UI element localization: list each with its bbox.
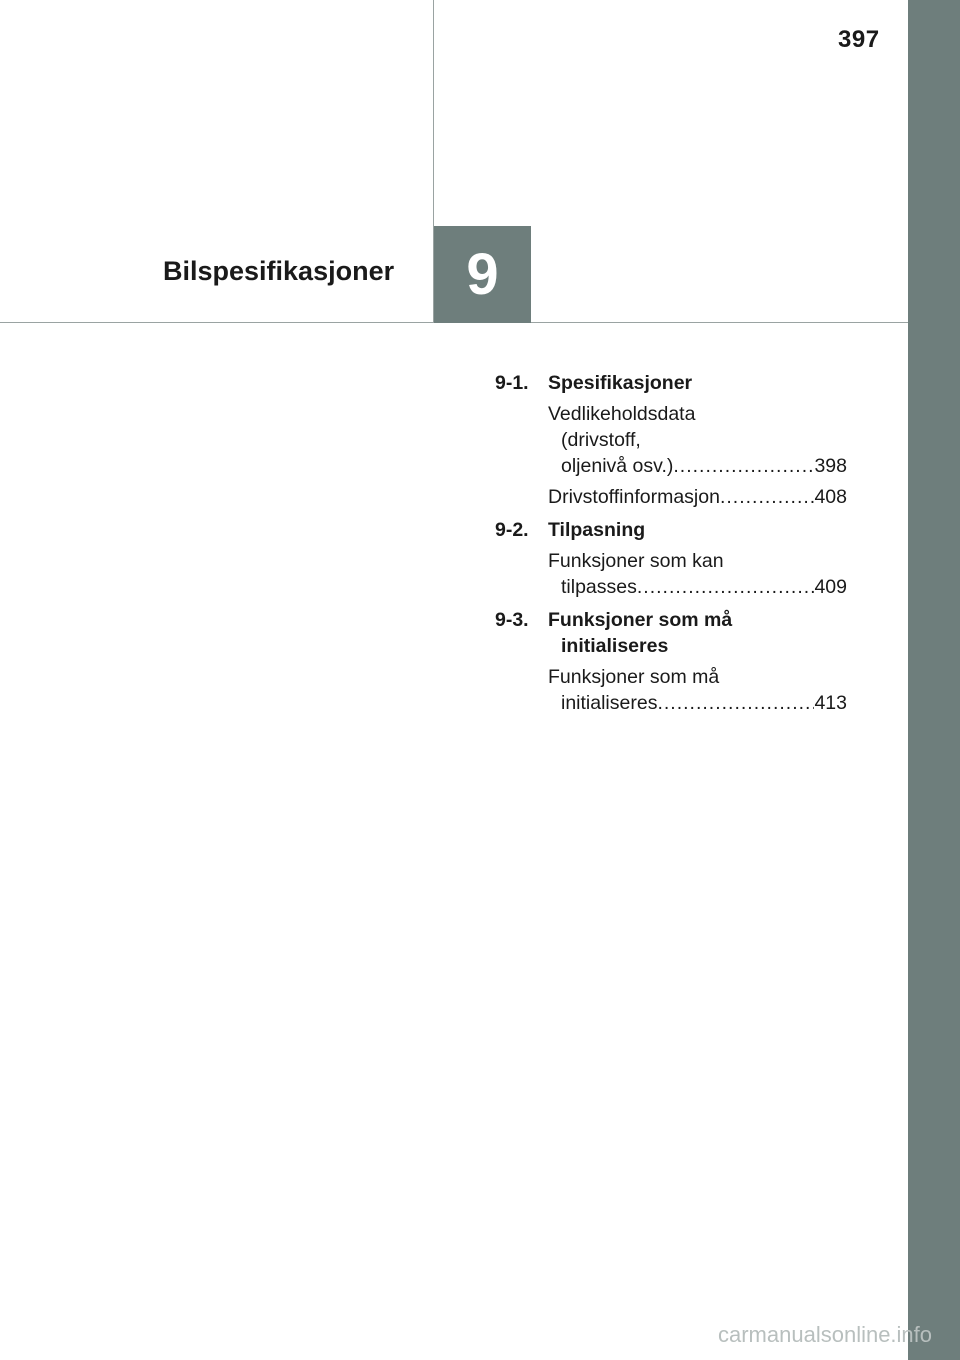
toc-entry-page: 413 bbox=[814, 692, 847, 714]
toc-entry-leader bbox=[548, 484, 847, 510]
dot-leader bbox=[720, 484, 815, 510]
dot-leader bbox=[657, 690, 814, 716]
toc-section-title-line: Spesifikasjoner bbox=[548, 372, 693, 394]
toc-entry-line: Vedlikeholdsdata bbox=[548, 403, 696, 425]
toc-entry-page: 398 bbox=[814, 455, 847, 477]
toc-section-title bbox=[548, 370, 847, 396]
toc-entry-text: initialiseres bbox=[561, 692, 658, 714]
chapter-title: Bilspesifikasjoner bbox=[163, 256, 395, 286]
page-number: 397 bbox=[838, 26, 880, 53]
toc-entry-page: 408 bbox=[814, 486, 847, 508]
toc-entry-text: oljenivå osv.) bbox=[561, 455, 674, 477]
toc-section-title bbox=[548, 517, 847, 543]
toc-entry-text: tilpasses bbox=[561, 576, 637, 598]
watermark: carmanualsonline.info bbox=[718, 1322, 933, 1347]
toc-section bbox=[495, 607, 847, 659]
toc-section-title-line: Funksjoner som må bbox=[548, 609, 733, 631]
toc-entry[interactable] bbox=[548, 664, 847, 716]
toc-section bbox=[495, 517, 847, 543]
toc-entry-page: 409 bbox=[814, 576, 847, 598]
dot-leader bbox=[637, 574, 815, 600]
toc-entry[interactable] bbox=[548, 484, 847, 510]
toc-section-number: 9-2. bbox=[495, 519, 529, 541]
toc-section-title-line: initialiseres bbox=[561, 635, 669, 657]
table-of-contents bbox=[495, 370, 847, 716]
toc-entry[interactable] bbox=[548, 401, 847, 479]
toc-entry-leader bbox=[548, 453, 847, 479]
toc-entry-leader bbox=[548, 690, 847, 716]
dot-leader bbox=[673, 453, 814, 479]
toc-entry-leader bbox=[548, 574, 847, 600]
toc-entry-text: Drivstoffinformasjon bbox=[548, 486, 720, 508]
toc-section bbox=[495, 370, 847, 396]
toc-entry[interactable] bbox=[548, 548, 847, 600]
chapter-number-box bbox=[434, 226, 531, 323]
toc-section-title bbox=[548, 607, 847, 659]
toc-section-title-line: Tilpasning bbox=[548, 519, 646, 541]
toc-section-number: 9-1. bbox=[495, 372, 529, 394]
chapter-side-tab bbox=[908, 0, 960, 1360]
chapter-number: 9 bbox=[466, 242, 499, 307]
toc-section-number: 9-3. bbox=[495, 609, 529, 631]
toc-entry-line: Funksjoner som kan bbox=[548, 550, 724, 572]
toc-entry-line: Funksjoner som må bbox=[548, 666, 720, 688]
toc-entry-line: (drivstoff, bbox=[561, 429, 641, 451]
